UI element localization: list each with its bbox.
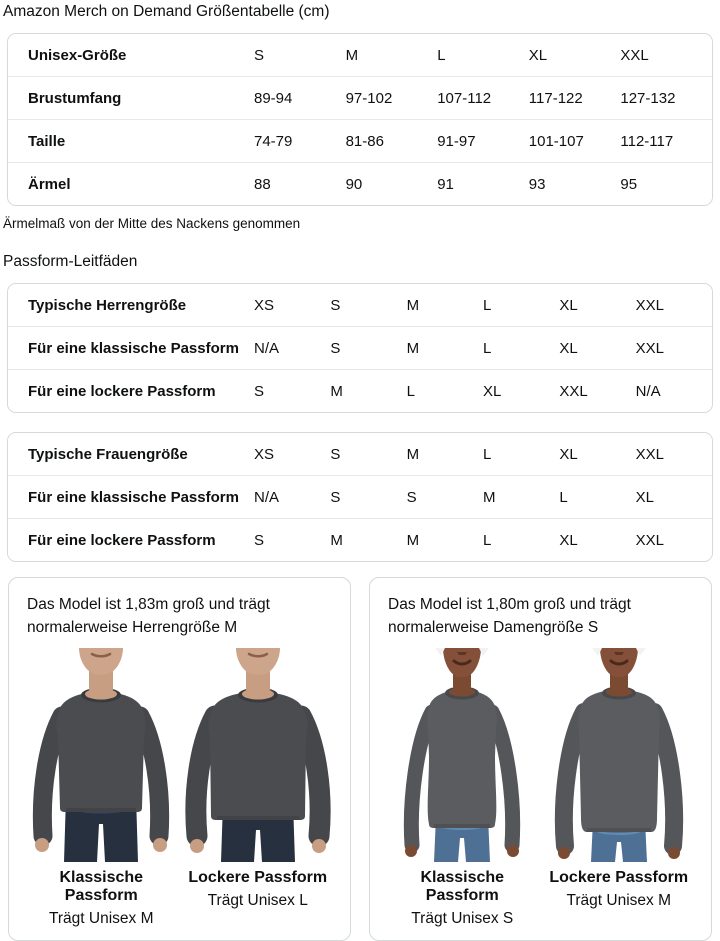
size-cell: M <box>406 531 420 549</box>
size-cell: N/A <box>254 488 280 506</box>
size-cell: M <box>345 46 359 64</box>
wears-caption: Trägt Unisex L <box>207 892 308 909</box>
size-cell: M <box>406 296 420 314</box>
model-cards <box>8 577 712 941</box>
size-cell: 112-117 <box>620 132 674 150</box>
table-row <box>8 370 712 412</box>
row-label: Typische Frauengröße <box>28 445 188 463</box>
table-row <box>8 120 712 163</box>
wears-caption: Trägt Unisex S <box>411 910 514 927</box>
size-cell: 74-79 <box>254 132 293 150</box>
size-cell: N/A <box>635 382 661 400</box>
row-label: Für eine lockere Passform <box>28 531 216 549</box>
size-cell: S <box>406 488 417 506</box>
size-cell: L <box>559 488 568 506</box>
womens-classic-fit-figure <box>384 647 541 928</box>
row-label: Für eine lockere Passform <box>28 382 216 400</box>
fit-caption: Klassische Passform <box>59 869 144 904</box>
size-cell: XS <box>254 296 275 314</box>
size-cell: L <box>482 296 492 314</box>
size-cell: L <box>406 382 415 400</box>
size-cell: 93 <box>528 175 546 193</box>
fit-caption: Lockere Passform <box>549 869 689 886</box>
size-cell: XL <box>528 46 548 64</box>
size-cell: S <box>330 445 341 463</box>
model-photo-mens-classic-fit <box>26 647 176 863</box>
size-cell: 88 <box>254 175 271 193</box>
size-cell: L <box>437 46 446 64</box>
size-cell: XL <box>559 296 578 314</box>
mens-model-card <box>8 577 351 941</box>
size-chart-page <box>0 3 720 928</box>
size-cell: M <box>406 445 420 463</box>
size-cell: L <box>482 445 492 463</box>
size-cell: L <box>482 339 492 357</box>
fit-caption: Klassische Passform <box>420 869 505 904</box>
model-card-description: Das Model ist 1,80m groß und trägt normalerweise Damengröße S <box>388 596 631 636</box>
row-label: Typische Herrengröße <box>28 296 187 314</box>
size-cell: 91 <box>437 175 454 193</box>
size-cell: 90 <box>345 175 363 193</box>
row-label: Ärmel <box>28 175 71 193</box>
table-row <box>8 519 712 561</box>
wears-caption: Trägt Unisex M <box>48 910 154 927</box>
model-card-description: Das Model ist 1,83m groß und trägt normalerweise Herrengröße M <box>27 596 270 636</box>
mens-fit-table <box>7 283 713 413</box>
sleeve-measure-note: Ärmelmaß von der Mitte des Nackens genommen <box>3 216 301 231</box>
row-label: Brustumfang <box>28 89 122 107</box>
table-row <box>8 433 712 476</box>
size-cell: 101-107 <box>528 132 584 150</box>
size-cell: N/A <box>254 339 280 357</box>
size-cell: 97-102 <box>345 89 393 107</box>
womens-model-card <box>369 577 712 941</box>
unisex-size-table <box>7 33 713 206</box>
womens-fit-table <box>7 432 713 562</box>
table-row <box>8 476 712 519</box>
size-cell: S <box>254 531 265 549</box>
size-cell: XXL <box>635 296 664 314</box>
size-cell: M <box>330 382 343 400</box>
model-photo-womens-loose-fit <box>544 647 694 863</box>
size-cell: 95 <box>620 175 638 193</box>
fit-caption: Lockere Passform <box>188 869 328 886</box>
size-cell: XS <box>254 445 275 463</box>
size-cell: L <box>482 531 492 549</box>
size-cell: XXL <box>635 445 664 463</box>
size-cell: 91-97 <box>437 132 476 150</box>
size-cell: XXL <box>559 382 588 400</box>
size-cell: XL <box>635 488 654 506</box>
size-cell: S <box>254 382 265 400</box>
size-cell: XXL <box>635 339 664 357</box>
size-cell: M <box>406 339 420 357</box>
size-cell: 107-112 <box>437 89 492 107</box>
size-cell: XL <box>559 531 578 549</box>
row-label: Für eine klassische Passform <box>28 488 239 506</box>
womens-loose-fit-figure <box>541 647 698 928</box>
size-cell: XL <box>559 339 578 357</box>
size-cell: M <box>330 531 343 549</box>
mens-loose-fit-figure <box>180 647 337 928</box>
size-cell: S <box>330 339 341 357</box>
table-row <box>8 163 712 205</box>
size-cell: 117-122 <box>528 89 583 107</box>
row-label: Unisex-Größe <box>28 46 127 64</box>
size-cell: XL <box>559 445 578 463</box>
table-row <box>8 77 712 120</box>
size-cell: S <box>254 46 265 64</box>
size-cell: 89-94 <box>254 89 293 107</box>
table-row <box>8 327 712 370</box>
row-label: Für eine klassische Passform <box>28 339 239 357</box>
size-cell: S <box>330 488 341 506</box>
size-cell: M <box>482 488 496 506</box>
wears-caption: Trägt Unisex M <box>566 892 671 909</box>
table-row <box>8 284 712 327</box>
model-photo-mens-loose-fit <box>183 647 333 863</box>
table-row <box>8 34 712 77</box>
size-cell: 127-132 <box>620 89 676 107</box>
mens-classic-fit-figure <box>23 647 180 928</box>
size-cell: S <box>330 296 341 314</box>
size-cell: XL <box>482 382 502 400</box>
size-cell: 81-86 <box>345 132 384 150</box>
size-cell: XXL <box>635 531 664 549</box>
fit-guides-heading: Passform-Leitfäden <box>3 253 138 270</box>
size-cell: XXL <box>620 46 649 64</box>
page-title: Amazon Merch on Demand Größentabelle (cm) <box>3 3 330 20</box>
model-photo-womens-classic-fit <box>387 647 537 863</box>
row-label: Taille <box>28 132 66 150</box>
